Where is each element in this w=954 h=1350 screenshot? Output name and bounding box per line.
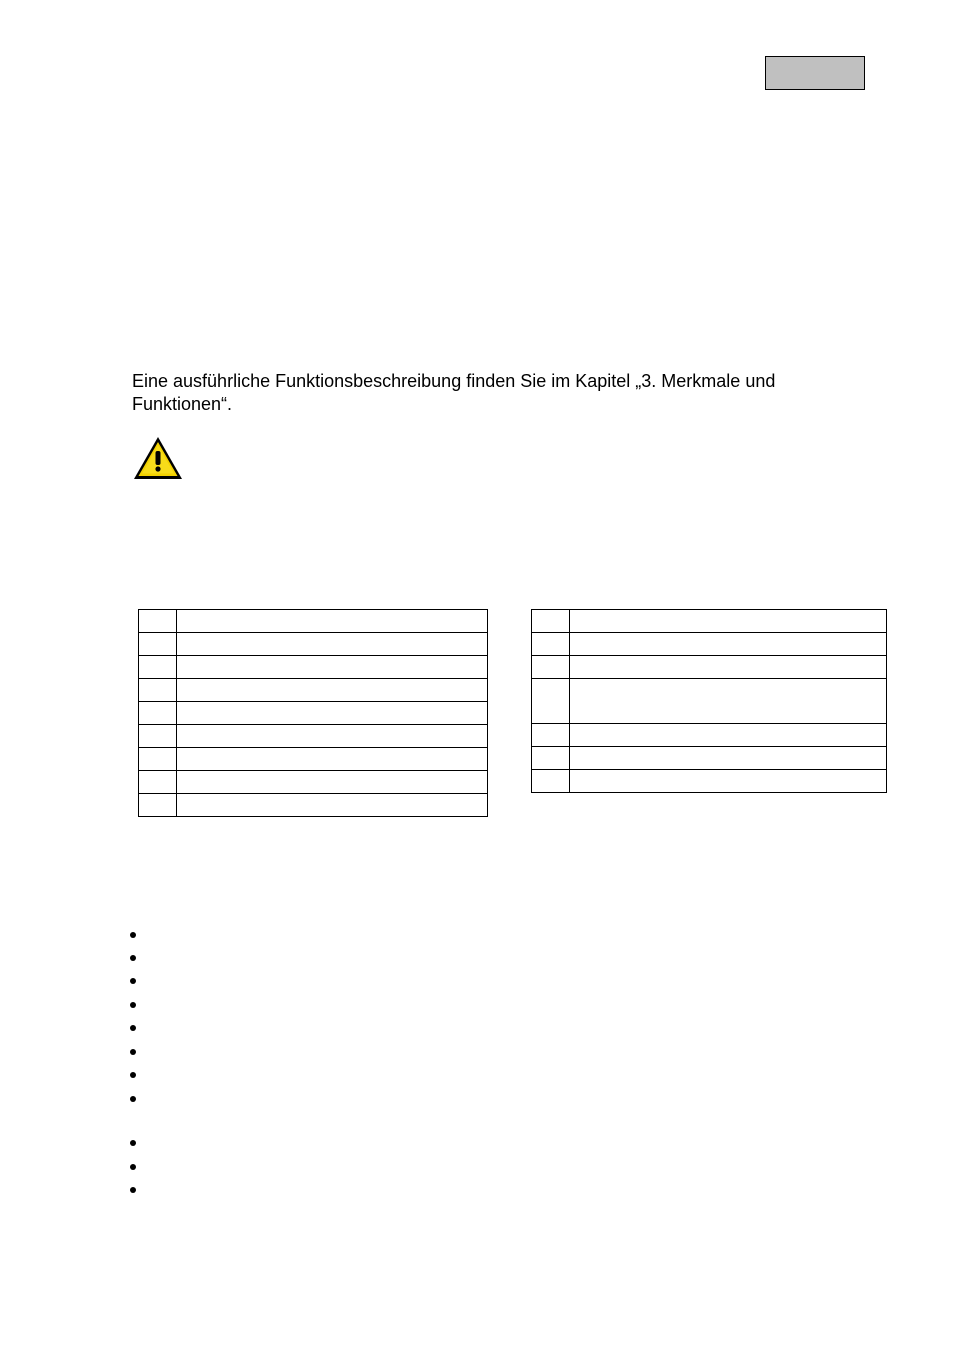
bullet-icon xyxy=(128,1023,138,1033)
row-number-cell xyxy=(139,633,177,656)
table-row xyxy=(139,725,488,748)
row-number-cell xyxy=(532,610,570,633)
language-tab-box xyxy=(765,56,865,90)
table-row xyxy=(532,656,887,679)
bullet-icon xyxy=(128,976,138,986)
table-row xyxy=(139,794,488,817)
row-description-cell xyxy=(177,748,488,771)
table-row xyxy=(532,679,887,724)
parts-table-right xyxy=(531,609,887,793)
bullet-icon xyxy=(128,953,138,963)
parts-table-left xyxy=(138,609,488,817)
row-description-cell xyxy=(177,633,488,656)
bullet-icon xyxy=(128,930,138,940)
row-description-cell xyxy=(570,633,887,656)
warning-triangle-icon xyxy=(132,434,184,482)
table-row xyxy=(139,633,488,656)
table-row xyxy=(139,679,488,702)
row-number-cell xyxy=(532,633,570,656)
table-row xyxy=(532,724,887,747)
row-description-cell xyxy=(570,724,887,747)
row-number-cell xyxy=(139,679,177,702)
row-number-cell xyxy=(532,656,570,679)
table-row xyxy=(532,747,887,770)
bullet-icon xyxy=(128,1185,138,1195)
row-description-cell xyxy=(177,679,488,702)
row-description-cell xyxy=(177,702,488,725)
bullet-icon xyxy=(128,1000,138,1010)
row-description-cell xyxy=(177,725,488,748)
bullet-icon xyxy=(128,1138,138,1148)
table-row xyxy=(139,610,488,633)
row-description-cell xyxy=(177,610,488,633)
table-row xyxy=(532,610,887,633)
row-number-cell xyxy=(532,747,570,770)
row-number-cell xyxy=(532,724,570,747)
row-number-cell xyxy=(532,679,570,724)
row-number-cell xyxy=(139,771,177,794)
table-row xyxy=(532,633,887,656)
row-number-cell xyxy=(139,725,177,748)
table-row xyxy=(532,770,887,793)
row-description-cell xyxy=(177,794,488,817)
table-row xyxy=(139,748,488,771)
row-number-cell xyxy=(139,748,177,771)
row-number-cell xyxy=(139,794,177,817)
row-number-cell xyxy=(139,610,177,633)
bullet-icon xyxy=(128,1070,138,1080)
bullet-icon xyxy=(128,1094,138,1104)
row-description-cell xyxy=(570,610,887,633)
row-number-cell xyxy=(139,702,177,725)
row-description-cell xyxy=(570,679,887,724)
intro-paragraph: Eine ausführliche Funktionsbeschreibung finden Sie im Kapitel „3. Merkmale und Funktionen“. xyxy=(132,371,776,414)
row-description-cell xyxy=(570,656,887,679)
table-row xyxy=(139,656,488,679)
row-number-cell xyxy=(532,770,570,793)
row-description-cell xyxy=(177,656,488,679)
row-description-cell xyxy=(570,770,887,793)
row-description-cell xyxy=(177,771,488,794)
bullet-icon xyxy=(128,1162,138,1172)
bullet-icon xyxy=(128,1047,138,1057)
row-number-cell xyxy=(139,656,177,679)
row-description-cell xyxy=(570,747,887,770)
table-row xyxy=(139,702,488,725)
table-row xyxy=(139,771,488,794)
